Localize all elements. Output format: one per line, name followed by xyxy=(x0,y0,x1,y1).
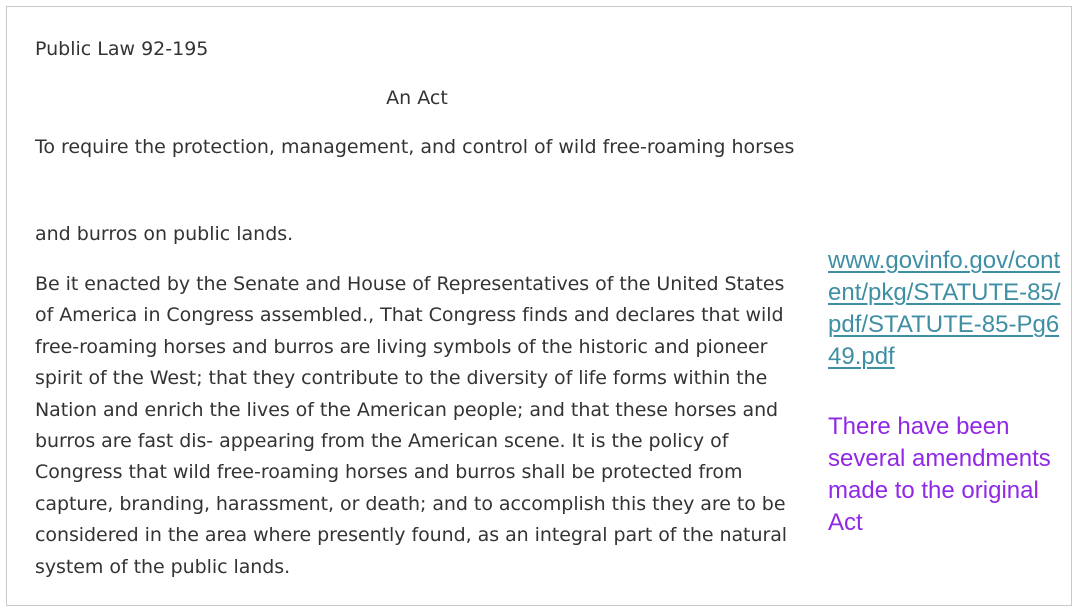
source-link[interactable]: www.govinfo.gov/content/pkg/STATUTE-85/pdf/STATUTE-85-Pg649.pdf xyxy=(828,247,1061,370)
law-number: Public Law 92-195 xyxy=(35,38,209,60)
act-purpose-continued: and burros on public lands. xyxy=(35,223,294,245)
act-heading: An Act xyxy=(386,87,448,109)
sidebar xyxy=(828,245,1068,539)
enacting-clause: Be it enacted by the Senate and House of Representatives of the United States of America in Congress assembled., That Congress finds and declares that wild free-roaming horses and burros are living symbols of the historic and pioneer spirit of the West; that they contribute to the diversity of life forms within the Nation and enrich the lives of the American people; and that these horses and burros are fast dis- appearing from the American scene. It is the policy of Congress that wild free-roaming horses and burros shall be protected from capture, branding, harassment, or death; and to accomplish this they are to be considered in the area where presently found, as an integral part of the natural system of the public lands. xyxy=(35,273,788,578)
slide-frame xyxy=(6,6,1072,606)
act-purpose: To require the protection, management, and control of wild free-roaming horses xyxy=(35,136,795,158)
amendments-note: There have been several amendments made to the original Act xyxy=(828,413,1051,536)
